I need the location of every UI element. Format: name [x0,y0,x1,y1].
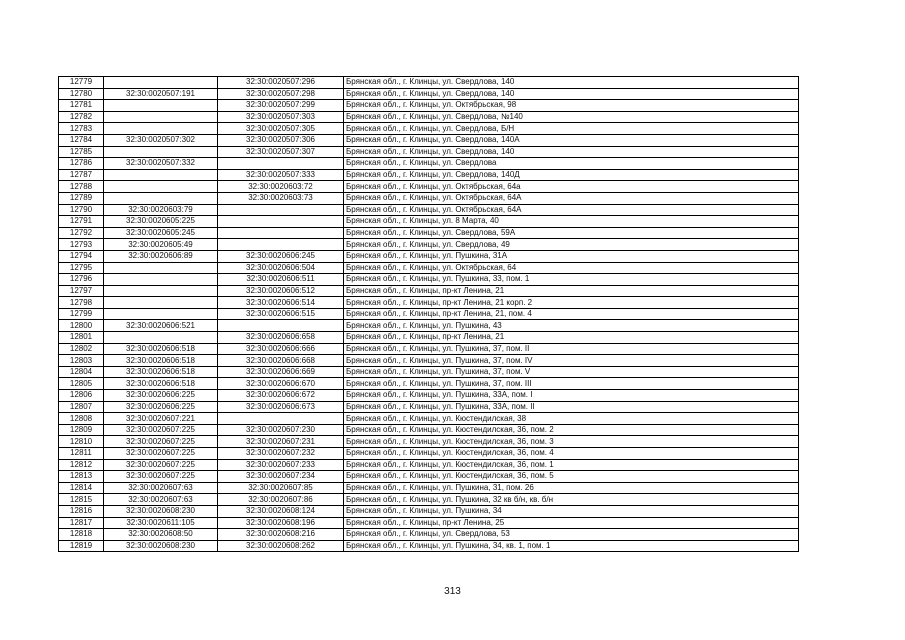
address-cell: Брянская обл., г. Клинцы, ул. Пушкина, 37, пом. IV [344,355,799,367]
row-number-cell: 12795 [59,262,104,274]
table-row [59,146,799,158]
object-number-cell: 32:30:0020606:515 [218,308,344,320]
table-row [59,169,799,181]
parcel-number-cell [104,111,218,123]
address-cell: Брянская обл., г. Клинцы, ул. 8 Марта, 40 [344,216,799,228]
address-cell: Брянская обл., г. Клинцы, ул. Пушкина, 32 кв б/н, кв. б/н [344,494,799,506]
parcel-number-cell: 32:30:0020606:521 [104,320,218,332]
object-number-cell: 32:30:0020606:504 [218,262,344,274]
object-number-cell: 32:30:0020607:230 [218,424,344,436]
table-row [59,448,799,460]
object-number-cell: 32:30:0020507:303 [218,111,344,123]
object-number-cell [218,239,344,251]
parcel-number-cell: 32:30:0020606:518 [104,366,218,378]
parcel-number-cell: 32:30:0020606:518 [104,355,218,367]
object-number-cell [218,158,344,170]
address-cell: Брянская обл., г. Клинцы, ул. Свердлова, №140 [344,111,799,123]
row-number-cell: 12787 [59,169,104,181]
table-row [59,123,799,135]
row-number-cell: 12811 [59,448,104,460]
address-cell: Брянская обл., г. Клинцы, ул. Пушкина, 31, пом. 26 [344,482,799,494]
row-number-cell: 12812 [59,459,104,471]
parcel-number-cell: 32:30:0020607:221 [104,413,218,425]
address-cell: Брянская обл., г. Клинцы, ул. Кюстендилская, 36, пом. 4 [344,448,799,460]
object-number-cell: 32:30:0020607:231 [218,436,344,448]
parcel-number-cell: 32:30:0020607:225 [104,459,218,471]
address-cell: Брянская обл., г. Клинцы, ул. Свердлова, 140 [344,77,799,89]
object-number-cell: 32:30:0020607:234 [218,471,344,483]
parcel-number-cell: 32:30:0020606:518 [104,378,218,390]
object-number-cell [218,320,344,332]
cadastral-table [58,76,799,552]
parcel-number-cell: 32:30:0020603:79 [104,204,218,216]
table-row [59,343,799,355]
table-row [59,540,799,552]
parcel-number-cell: 32:30:0020605:49 [104,239,218,251]
object-number-cell [218,413,344,425]
parcel-number-cell: 32:30:0020606:225 [104,390,218,402]
row-number-cell: 12779 [59,77,104,89]
row-number-cell: 12791 [59,216,104,228]
address-cell: Брянская обл., г. Клинцы, ул. Октябрьская, 64а [344,181,799,193]
address-cell: Брянская обл., г. Клинцы, пр-кт Ленина, 21, пом. 4 [344,308,799,320]
table-row [59,413,799,425]
row-number-cell: 12789 [59,192,104,204]
parcel-number-cell: 32:30:0020606:225 [104,401,218,413]
address-cell: Брянская обл., г. Клинцы, ул. Свердлова, 140 [344,88,799,100]
row-number-cell: 12804 [59,366,104,378]
address-cell: Брянская обл., г. Клинцы, ул. Кюстендилская, 38 [344,413,799,425]
parcel-number-cell: 32:30:0020611:105 [104,517,218,529]
parcel-number-cell [104,192,218,204]
parcel-number-cell: 32:30:0020507:191 [104,88,218,100]
row-number-cell: 12780 [59,88,104,100]
table-row [59,204,799,216]
table-row [59,88,799,100]
object-number-cell: 32:30:0020606:673 [218,401,344,413]
page-number: 313 [444,586,461,597]
table-row [59,320,799,332]
address-cell: Брянская обл., г. Клинцы, ул. Пушкина, 34, кв. 1, пом. 1 [344,540,799,552]
table-row [59,274,799,286]
address-cell: Брянская обл., г. Клинцы, ул. Октябрьская, 64 [344,262,799,274]
address-cell: Брянская обл., г. Клинцы, ул. Пушкина, 33А, пом. II [344,401,799,413]
table-row [59,297,799,309]
row-number-cell: 12784 [59,134,104,146]
address-cell: Брянская обл., г. Клинцы, ул. Кюстендилская, 36, пом. 1 [344,459,799,471]
table-row [59,181,799,193]
object-number-cell: 32:30:0020606:666 [218,343,344,355]
table-row [59,262,799,274]
parcel-number-cell [104,274,218,286]
row-number-cell: 12807 [59,401,104,413]
object-number-cell [218,227,344,239]
object-number-cell: 32:30:0020507:296 [218,77,344,89]
row-number-cell: 12808 [59,413,104,425]
row-number-cell: 12783 [59,123,104,135]
parcel-number-cell: 32:30:0020607:225 [104,471,218,483]
table-row [59,494,799,506]
object-number-cell: 32:30:0020607:233 [218,459,344,471]
row-number-cell: 12785 [59,146,104,158]
address-cell: Брянская обл., г. Клинцы, ул. Пушкина, 33, пом. 1 [344,274,799,286]
table-row [59,77,799,89]
object-number-cell: 32:30:0020607:86 [218,494,344,506]
row-number-cell: 12817 [59,517,104,529]
parcel-number-cell [104,332,218,344]
parcel-number-cell [104,262,218,274]
parcel-number-cell: 32:30:0020607:225 [104,436,218,448]
row-number-cell: 12792 [59,227,104,239]
row-number-cell: 12814 [59,482,104,494]
table-row [59,216,799,228]
object-number-cell: 32:30:0020608:216 [218,529,344,541]
parcel-number-cell [104,77,218,89]
table-row [59,100,799,112]
row-number-cell: 12816 [59,505,104,517]
row-number-cell: 12793 [59,239,104,251]
parcel-number-cell [104,297,218,309]
table-row [59,482,799,494]
object-number-cell: 32:30:0020606:512 [218,285,344,297]
row-number-cell: 12786 [59,158,104,170]
table-row [59,285,799,297]
parcel-number-cell: 32:30:0020507:302 [104,134,218,146]
address-cell: Брянская обл., г. Клинцы, ул. Кюстендилская, 36, пом. 2 [344,424,799,436]
object-number-cell: 32:30:0020606:245 [218,250,344,262]
parcel-number-cell: 32:30:0020607:225 [104,424,218,436]
parcel-number-cell [104,181,218,193]
parcel-number-cell: 32:30:0020605:245 [104,227,218,239]
object-number-cell: 32:30:0020507:333 [218,169,344,181]
address-cell: Брянская обл., г. Клинцы, ул. Свердлова, 140А [344,134,799,146]
object-number-cell: 32:30:0020606:658 [218,332,344,344]
parcel-number-cell: 32:30:0020607:225 [104,448,218,460]
object-number-cell: 32:30:0020507:305 [218,123,344,135]
object-number-cell: 32:30:0020507:306 [218,134,344,146]
address-cell: Брянская обл., г. Клинцы, ул. Свердлова, Б/Н [344,123,799,135]
object-number-cell: 32:30:0020608:262 [218,540,344,552]
table-row [59,401,799,413]
address-cell: Брянская обл., г. Клинцы, ул. Пушкина, 33А, пом. I [344,390,799,402]
address-cell: Брянская обл., г. Клинцы, ул. Октябрьская, 64А [344,192,799,204]
parcel-number-cell [104,308,218,320]
row-number-cell: 12800 [59,320,104,332]
row-number-cell: 12802 [59,343,104,355]
row-number-cell: 12818 [59,529,104,541]
row-number-cell: 12797 [59,285,104,297]
row-number-cell: 12794 [59,250,104,262]
object-number-cell [218,216,344,228]
row-number-cell: 12801 [59,332,104,344]
table-row [59,192,799,204]
table-row [59,158,799,170]
table-row [59,378,799,390]
parcel-number-cell: 32:30:0020608:230 [104,505,218,517]
table-row [59,227,799,239]
table-row [59,111,799,123]
parcel-number-cell: 32:30:0020608:50 [104,529,218,541]
object-number-cell: 32:30:0020606:514 [218,297,344,309]
table-row [59,332,799,344]
parcel-number-cell [104,285,218,297]
parcel-number-cell [104,169,218,181]
row-number-cell: 12796 [59,274,104,286]
object-number-cell: 32:30:0020507:307 [218,146,344,158]
object-number-cell: 32:30:0020606:670 [218,378,344,390]
row-number-cell: 12819 [59,540,104,552]
parcel-number-cell: 32:30:0020607:63 [104,482,218,494]
object-number-cell: 32:30:0020608:196 [218,517,344,529]
table-row [59,471,799,483]
table-row [59,250,799,262]
row-number-cell: 12782 [59,111,104,123]
table-body [59,77,799,552]
address-cell: Брянская обл., г. Клинцы, ул. Свердлова, 49 [344,239,799,251]
object-number-cell: 32:30:0020607:85 [218,482,344,494]
object-number-cell: 32:30:0020607:232 [218,448,344,460]
table-row [59,436,799,448]
object-number-cell: 32:30:0020507:298 [218,88,344,100]
row-number-cell: 12806 [59,390,104,402]
table-row [59,424,799,436]
address-cell: Брянская обл., г. Клинцы, ул. Свердлова, 140Д [344,169,799,181]
table-row [59,366,799,378]
row-number-cell: 12805 [59,378,104,390]
row-number-cell: 12798 [59,297,104,309]
row-number-cell: 12803 [59,355,104,367]
row-number-cell: 12813 [59,471,104,483]
address-cell: Брянская обл., г. Клинцы, ул. Свердлова, 140 [344,146,799,158]
parcel-number-cell: 32:30:0020608:230 [104,540,218,552]
object-number-cell: 32:30:0020507:299 [218,100,344,112]
address-cell: Брянская обл., г. Клинцы, ул. Свердлова [344,158,799,170]
address-cell: Брянская обл., г. Клинцы, ул. Пушкина, 34 [344,505,799,517]
address-cell: Брянская обл., г. Клинцы, пр-кт Ленина, 21 [344,332,799,344]
address-cell: Брянская обл., г. Клинцы, пр-кт Ленина, 25 [344,517,799,529]
row-number-cell: 12810 [59,436,104,448]
object-number-cell: 32:30:0020608:124 [218,505,344,517]
address-cell: Брянская обл., г. Клинцы, ул. Октябрьская, 64А [344,204,799,216]
address-cell: Брянская обл., г. Клинцы, ул. Октябрьская, 98 [344,100,799,112]
table-row [59,459,799,471]
object-number-cell: 32:30:0020603:73 [218,192,344,204]
row-number-cell: 12799 [59,308,104,320]
address-cell: Брянская обл., г. Клинцы, ул. Кюстендилская, 36, пом. 5 [344,471,799,483]
row-number-cell: 12809 [59,424,104,436]
row-number-cell: 12815 [59,494,104,506]
table-row [59,529,799,541]
address-cell: Брянская обл., г. Клинцы, пр-кт Ленина, 21 [344,285,799,297]
table-row [59,355,799,367]
table-row [59,239,799,251]
object-number-cell: 32:30:0020606:672 [218,390,344,402]
object-number-cell: 32:30:0020606:669 [218,366,344,378]
object-number-cell [218,204,344,216]
table-row [59,390,799,402]
object-number-cell: 32:30:0020606:511 [218,274,344,286]
parcel-number-cell [104,100,218,112]
address-cell: Брянская обл., г. Клинцы, ул. Пушкина, 31А [344,250,799,262]
table-row [59,517,799,529]
row-number-cell: 12788 [59,181,104,193]
address-cell: Брянская обл., г. Клинцы, ул. Пушкина, 43 [344,320,799,332]
parcel-number-cell: 32:30:0020606:89 [104,250,218,262]
address-cell: Брянская обл., г. Клинцы, ул. Кюстендилская, 36, пом. 3 [344,436,799,448]
parcel-number-cell: 32:30:0020507:332 [104,158,218,170]
table-row [59,308,799,320]
row-number-cell: 12790 [59,204,104,216]
table-row [59,505,799,517]
address-cell: Брянская обл., г. Клинцы, ул. Пушкина, 37, пом. II [344,343,799,355]
table-row [59,134,799,146]
address-cell: Брянская обл., г. Клинцы, ул. Свердлова, 59А [344,227,799,239]
object-number-cell: 32:30:0020603:72 [218,181,344,193]
parcel-number-cell: 32:30:0020606:518 [104,343,218,355]
address-cell: Брянская обл., г. Клинцы, пр-кт Ленина, 21 корп. 2 [344,297,799,309]
object-number-cell: 32:30:0020606:668 [218,355,344,367]
address-cell: Брянская обл., г. Клинцы, ул. Пушкина, 37, пом. V [344,366,799,378]
parcel-number-cell [104,123,218,135]
row-number-cell: 12781 [59,100,104,112]
parcel-number-cell: 32:30:0020607:63 [104,494,218,506]
parcel-number-cell: 32:30:0020605:225 [104,216,218,228]
parcel-number-cell [104,146,218,158]
address-cell: Брянская обл., г. Клинцы, ул. Пушкина, 37, пом. III [344,378,799,390]
address-cell: Брянская обл., г. Клинцы, ул. Свердлова, 53 [344,529,799,541]
